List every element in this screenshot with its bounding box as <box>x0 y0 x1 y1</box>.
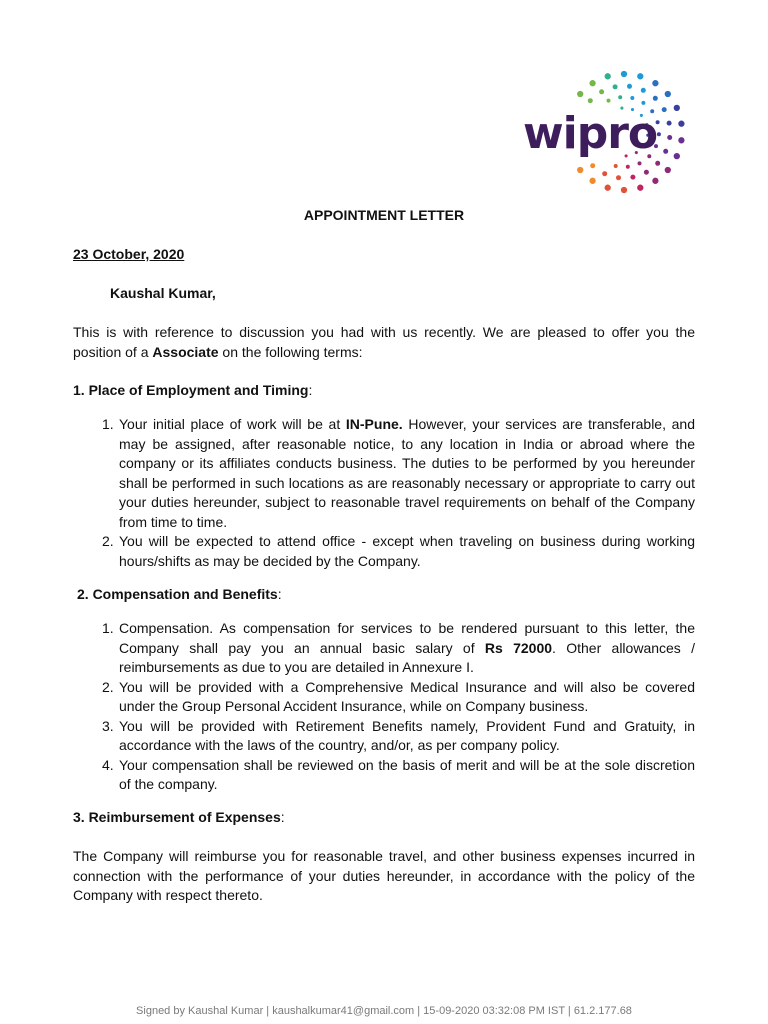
logo-dot <box>637 73 643 79</box>
logo-dot <box>616 175 621 180</box>
work-location: IN-Pune. <box>345 416 403 432</box>
logo-dot <box>667 121 672 126</box>
logo-wordmark: wipro <box>523 108 658 159</box>
logo-dot <box>602 171 607 176</box>
logo-dot <box>589 80 595 86</box>
section-2-heading: 2. Compensation and Benefits: <box>77 586 282 602</box>
addressee-name: Kaushal Kumar, <box>110 285 216 301</box>
logo-dot <box>674 153 680 159</box>
logo-dot <box>657 132 661 136</box>
intro-paragraph: This is with reference to discussion you had with us recently. We are pleased to offer you the position of a Associate on the following terms: <box>73 324 695 360</box>
logo-dot <box>630 96 634 100</box>
logo-dot <box>652 178 658 184</box>
page-title: APPOINTMENT LETTER <box>303 207 465 223</box>
logo-dot <box>590 163 595 168</box>
position-title: Associate <box>152 343 219 360</box>
logo-dot <box>614 164 618 168</box>
logo-dot <box>627 84 632 89</box>
logo-dot <box>613 84 618 89</box>
logo-dot <box>618 95 622 99</box>
list-item: 3. You will be provided with Retirement Benefits namely, Provident Fund and Gratuity, in accordance with the laws of the country, and/or, as per company policy. <box>102 717 695 753</box>
section-1-list <box>102 415 695 571</box>
logo-dot <box>644 170 649 175</box>
logo-dot <box>588 98 593 103</box>
logo-dot <box>678 121 684 127</box>
section-2-list <box>102 619 695 795</box>
logo-dot <box>655 161 660 166</box>
list-item: 2. You will be expected to attend office - except when traveling on business during working hours/shifts as may be decided by the Company. <box>102 533 695 569</box>
section-1-heading: 1. Place of Employment and Timing: <box>73 382 313 398</box>
list-item: 1. Your initial place of work will be at IN-Pune. However, your services are transferable, and may be assigned, after reasonable notice, to any location in India or abroad where the company or its affiliates conducts business. The duties to be performed by you hereunder shall be performed in such locations as are reasonably necessary or appropriate to carry out your duties hereunder, subject to reasonable travel requirements on behalf of the Company from time to time. <box>102 416 695 530</box>
logo-dot <box>626 165 630 169</box>
logo-dot <box>638 161 642 165</box>
logo-dot <box>652 80 658 86</box>
logo-dot <box>607 99 611 103</box>
logo-dot <box>605 73 611 79</box>
salary-amount: Rs 72000 <box>484 639 553 656</box>
logo-dot <box>589 178 595 184</box>
logo-dot <box>653 96 658 101</box>
logo-dot <box>621 71 627 77</box>
list-item: 2. You will be provided with a Comprehensive Medical Insurance and will also be covered under the Group Personal Accident Insurance, while on Company business. <box>102 678 695 714</box>
logo-dot <box>678 137 684 143</box>
logo-dot <box>665 91 671 97</box>
logo-dot <box>599 89 604 94</box>
section-3-paragraph: The Company will reimburse you for reasonable travel, and other business expenses incurred in connection with the performance of your duties hereunder, in accordance with the policy of the Company with respect thereto. <box>73 848 695 903</box>
logo-dot <box>577 91 583 97</box>
logo-dot <box>577 167 583 173</box>
logo-dot <box>621 187 627 193</box>
section-3-heading: 3. Reimbursement of Expenses: <box>73 809 285 825</box>
logo-dot <box>662 107 667 112</box>
logo-dot <box>665 167 671 173</box>
list-item: 1. Compensation. As compensation for services to be rendered pursuant to this letter, the Company shall pay you an annual basic salary of Rs 72000. Other allowances / reimbursements as due to you are detailed in Annexure I. <box>102 620 695 675</box>
logo-dot <box>641 88 646 93</box>
signature-footer: Signed by Kaushal Kumar | kaushalkumar41@gmail.com | 15-09-2020 03:32:08 PM IST | 61.2.177.68 <box>136 1005 632 1017</box>
logo-dot <box>667 135 672 140</box>
letter-date: 23 October, 2020 <box>73 246 185 262</box>
list-item: 4. Your compensation shall be reviewed on the basis of merit and will be at the sole discretion of the company. <box>102 756 695 792</box>
logo-dot <box>637 185 643 191</box>
logo-dot <box>674 105 680 111</box>
wipro-logo <box>520 70 690 202</box>
logo-dot <box>641 101 645 105</box>
logo-dot <box>663 149 668 154</box>
logo-dot <box>630 175 635 180</box>
logo-dot <box>605 185 611 191</box>
